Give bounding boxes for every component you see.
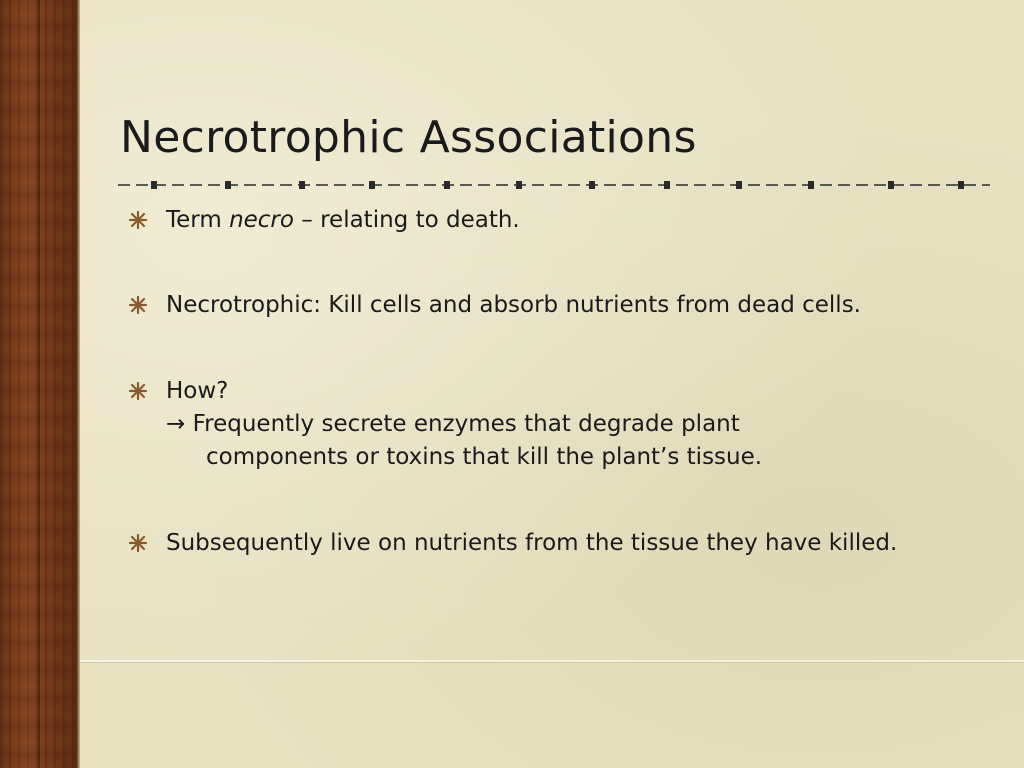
bullet-item <box>128 289 1008 322</box>
wood-border-strip <box>0 0 78 768</box>
bullet-text: Necrotrophic: Kill cells and absorb nutrients from dead cells. <box>166 292 861 319</box>
bullet-text-prefix: Term <box>166 207 230 233</box>
bullet-subline: → Frequently secrete enzymes that degrade plant <box>166 411 740 438</box>
bullet-item <box>128 375 1008 408</box>
bullet-text: How? <box>166 377 229 404</box>
bullet-subline-continued: components or toxins that kill the plant’s tissue. <box>206 444 763 471</box>
slide-content <box>128 204 1008 560</box>
bullet-item <box>128 527 1008 560</box>
wood-border-edge <box>76 0 80 768</box>
bullet-text-suffix: – relating to death. <box>293 207 520 233</box>
title-divider <box>118 180 990 190</box>
asterisk-flower-icon <box>128 210 148 230</box>
bullet-item <box>128 204 1008 237</box>
asterisk-flower-icon <box>128 295 148 315</box>
bullet-text: Subsequently live on nutrients from the tissue they have killed. <box>166 529 898 556</box>
asterisk-flower-icon <box>128 533 148 553</box>
slide-title: Necrotrophic Associations <box>120 112 697 163</box>
footer-divider <box>80 660 1024 662</box>
bullet-text-italic: necro <box>229 207 294 233</box>
asterisk-flower-icon <box>128 381 148 401</box>
